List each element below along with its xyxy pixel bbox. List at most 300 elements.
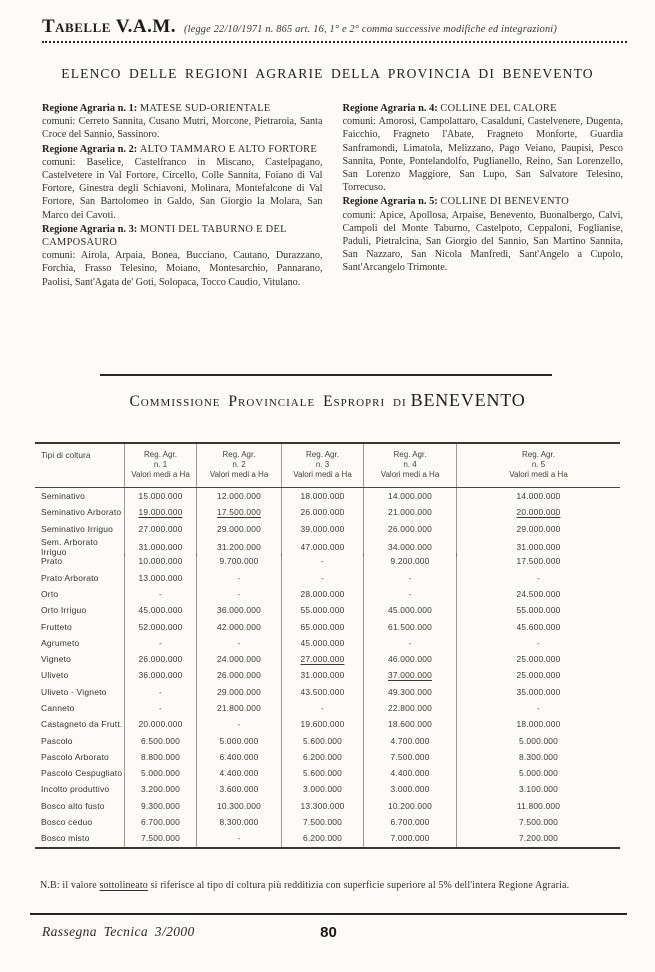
value-text: 20.000.000 [138, 719, 183, 730]
column-header-reg-agr-4 [363, 444, 456, 487]
row-label-cell: Orto [41, 588, 59, 599]
value-text: - [321, 572, 324, 583]
value-text: 7.200.000 [518, 833, 559, 844]
value-cell [456, 569, 620, 585]
row-label-cell: Pascolo Cespugliato [41, 768, 123, 779]
region-label: Regione Agraria n. 5: [342, 196, 441, 208]
row-label-cell: Prato [41, 556, 63, 567]
value-cell [456, 749, 620, 765]
header-line3: Valori medi a Ha [380, 470, 440, 479]
row-label-cell: Bosco ceduo [41, 817, 93, 828]
value-cell [124, 814, 196, 830]
value-text: 27.000.000 [138, 523, 183, 534]
commission-title-prefix: Commissione Provinciale Espropri di [129, 393, 407, 410]
row-label-cell: Vigneto [41, 654, 72, 665]
value-cell [456, 716, 620, 732]
value-cell [196, 749, 281, 765]
document-subtitle: (legge 22/10/1971 n. 865 art. 16, 1° e 2° comma successive modifiche ed integrazioni) [184, 24, 557, 35]
value-cell [363, 651, 456, 667]
value-text: 24.000.000 [217, 654, 261, 665]
value-text: 7.000.000 [390, 833, 430, 844]
region-name: ALTO TAMMARO E ALTO FORTORE [139, 143, 318, 155]
value-cell [363, 798, 456, 814]
region-name: COLLINE DEL CALORE [440, 103, 557, 114]
nb-footnote-prefix: N.B: il valore [40, 880, 100, 891]
page-number: 80 [320, 924, 337, 941]
document-title: Tabelle V.A.M. [42, 16, 176, 37]
header-line1: Reg. Agr. [522, 450, 555, 459]
value-text: 29.000.000 [516, 523, 561, 534]
value-text: 18.600.000 [388, 719, 432, 730]
value-text: 6.400.000 [219, 751, 259, 762]
table-row [35, 651, 620, 667]
nb-footnote-suffix: si riferisce al tipo di coltura più redditizia con superficie superiore al 5% dell'intera Regione Agraria. [147, 880, 570, 891]
value-cell [456, 618, 620, 634]
region-block [42, 102, 323, 142]
value-cell [196, 781, 281, 797]
value-text: 6.700.000 [140, 817, 181, 828]
value-cell [124, 651, 196, 667]
header-line2: n. 5 [531, 460, 546, 469]
region-label: Regione Agraria n. 3: [42, 223, 140, 235]
row-label-cell: Seminativo [41, 491, 86, 502]
region-label: Regione Agraria n. 1: [42, 103, 140, 114]
value-cell [363, 749, 456, 765]
value-text: - [537, 637, 540, 648]
value-cell [363, 732, 456, 748]
value-text: - [159, 637, 162, 648]
horizontal-divider [100, 374, 552, 376]
value-cell [363, 700, 456, 716]
value-cell [124, 504, 196, 520]
value-text: - [537, 703, 540, 713]
table-row [35, 684, 620, 700]
region-block [42, 223, 323, 289]
value-text: 31.000.000 [138, 541, 183, 552]
value-cell [124, 618, 196, 634]
commission-title [0, 390, 655, 411]
value-cell [196, 667, 281, 683]
row-label-cell: Sem. Arborato Irriguo [41, 536, 98, 557]
table-header-cells [35, 444, 620, 487]
value-cell [363, 716, 456, 732]
regions-left-column [42, 102, 323, 290]
value-cell [124, 667, 196, 683]
value-text: 9.700.000 [219, 556, 259, 567]
value-text: 46.000.000 [388, 654, 432, 665]
table-row [35, 749, 620, 765]
column-header-reg-agr-1 [124, 444, 196, 487]
value-cell [363, 765, 456, 781]
row-label-cell: Orto Irriguo [41, 605, 87, 616]
value-text: 6.700.000 [390, 817, 430, 828]
value-cell [281, 667, 363, 683]
value-cell [363, 521, 456, 537]
value-text: 13.000.000 [138, 572, 183, 583]
value-text: 39.000.000 [300, 523, 345, 534]
value-cell [363, 667, 456, 683]
table-row [35, 798, 620, 814]
header-line1: Reg. Agr. [306, 450, 339, 459]
value-text: 5.600.000 [302, 768, 343, 779]
value-cell [281, 586, 363, 602]
value-text: 34.000.000 [388, 541, 432, 552]
table-row [35, 781, 620, 797]
value-cell [281, 488, 363, 504]
value-text: 9.300.000 [140, 800, 181, 811]
value-text: 5.600.000 [302, 735, 343, 746]
value-text: 35.000.000 [516, 686, 561, 697]
value-cell [124, 602, 196, 618]
table-row [35, 488, 620, 504]
value-cell [456, 700, 620, 716]
value-cell [196, 798, 281, 814]
table-row [35, 830, 620, 846]
value-cell [196, 569, 281, 585]
region-block [343, 195, 624, 274]
table-header-row [35, 444, 620, 488]
value-cell [281, 765, 363, 781]
table-row [35, 732, 620, 748]
row-label-cell: Uliveto - Vigneto [41, 686, 107, 697]
value-cell [196, 553, 281, 569]
value-cell [281, 569, 363, 585]
value-text: 20.000.000 [516, 507, 561, 518]
value-cell [124, 586, 196, 602]
table-row [35, 553, 620, 569]
table-row [35, 521, 620, 537]
table-row [35, 536, 620, 557]
value-cell [456, 814, 620, 830]
value-cell [456, 830, 620, 846]
value-cell [124, 716, 196, 732]
value-text: 10.000.000 [138, 556, 183, 567]
region-block [42, 143, 323, 222]
value-text: 36.000.000 [138, 670, 183, 681]
value-text: 29.000.000 [217, 686, 261, 697]
row-label-cell: Pascolo Arborato [41, 751, 109, 762]
value-cell [124, 765, 196, 781]
region-label: Regione Agraria n. 4: [342, 103, 441, 114]
value-cell [124, 781, 196, 797]
value-cell [456, 521, 620, 537]
value-text: - [159, 588, 162, 599]
value-text: 6.200.000 [302, 751, 343, 762]
row-label-cell: Agrumeto [41, 637, 80, 648]
value-text: 8.800.000 [140, 751, 181, 762]
value-text: 26.000.000 [388, 523, 432, 534]
region-heading [343, 195, 624, 208]
region-block [343, 102, 624, 194]
value-cell [196, 814, 281, 830]
value-cell [281, 700, 363, 716]
value-text: 25.000.000 [516, 670, 561, 681]
value-text: 36.000.000 [217, 605, 261, 616]
value-cell [363, 553, 456, 569]
value-text: 7.500.000 [140, 833, 181, 844]
table-body [35, 488, 620, 847]
value-cell [124, 830, 196, 846]
region-comuni-list: comuni: Amorosi, Campolattaro, Casalduni, Castelvenere, Dugenta, Faicchio, Fragneto l'Abate, Fragneto Monforte, Guardia Sanframondi, Limatola, Melizzano, Pago Veiano, Paupisi, Pesco Sannita, Ponte, Pontelandolfo, Puglianello, Reino, San Lorenzello, San Lorenzo Maggiore, San Lupo, San Salvatore Telesino, Torrecuso. [342, 116, 623, 194]
value-cell [196, 716, 281, 732]
value-text: 45.000.000 [138, 605, 183, 616]
value-text: 5.000.000 [518, 768, 559, 779]
region-comuni-list: comuni: Cerreto Sannita, Cusano Mutri, Morcone, Pietraroia, Santa Croce del Sannio, Sassinoro. [42, 116, 323, 141]
value-text: - [237, 588, 241, 599]
value-text: 17.500.000 [217, 507, 261, 518]
table-row [35, 586, 620, 602]
value-text: 26.000.000 [217, 670, 261, 681]
table-row [35, 635, 620, 651]
header-line1: Reg. Agr. [144, 450, 177, 459]
value-text: 22.800.000 [388, 703, 432, 713]
value-text: 42.000.000 [217, 621, 261, 632]
header-line1: Reg. Agr. [393, 450, 427, 459]
region-comuni-list: comuni: Baselice, Castelfranco in Miscano, Castelpagano, Castelvetere in Val Fortore, Circello, Colle Sannita, Foiano di Val Fortore, Ginestra degli Schiavoni, Molinara, Montefalcone di Val Fortore, San Bartolomeo in Galdo, San Giorgio la Molara, San Marco dei Cavoti. [42, 156, 323, 221]
value-cell [363, 586, 456, 602]
value-text: 7.500.000 [518, 817, 559, 828]
value-cell [124, 635, 196, 651]
row-label-cell: Pascolo [41, 735, 73, 746]
value-text: 4.700.000 [390, 735, 430, 746]
commission-title-city: BENEVENTO [410, 390, 526, 410]
value-text: - [408, 637, 412, 648]
header-line3: Valori medi a Ha [509, 470, 568, 479]
value-text: - [237, 719, 241, 730]
region-name: COLLINE DI BENEVENTO [440, 196, 570, 208]
section-title-elenco: ELENCO DELLE REGIONI AGRARIE DELLA PROVINCIA DI BENEVENTO [61, 66, 594, 81]
column-header-reg-agr-2 [196, 444, 281, 487]
region-heading [343, 102, 624, 115]
value-text: - [159, 703, 162, 713]
value-cell [196, 602, 281, 618]
header-line2: n. 1 [153, 460, 168, 469]
table-row [35, 814, 620, 830]
value-text: 31.000.000 [300, 670, 345, 681]
value-text: 61.500.000 [388, 621, 432, 632]
value-text: 45.600.000 [516, 621, 561, 632]
row-label-cell: Seminativo Arborato [41, 507, 122, 518]
value-cell [281, 781, 363, 797]
value-cell [196, 765, 281, 781]
value-cell [363, 635, 456, 651]
region-comuni-list: comuni: Airola, Arpaia, Bonea, Bucciano, Cautano, Durazzano, Forchia, Frasso Telesino, Moiano, Montesarchio, Pannarano, Paolisi, Sant'Agata de' Goti, Solopaca, Tocco Caudio, Vitulano. [42, 250, 323, 288]
value-text: 37.000.000 [388, 670, 432, 681]
value-text: 7.500.000 [390, 751, 430, 762]
value-cell [363, 602, 456, 618]
value-text: 45.000.000 [300, 637, 345, 648]
value-cell [196, 830, 281, 846]
value-cell [456, 765, 620, 781]
value-cell [124, 521, 196, 537]
value-text: 14.000.000 [388, 491, 432, 502]
value-text: 3.600.000 [219, 784, 259, 795]
value-cell [196, 651, 281, 667]
value-text: 10.300.000 [217, 800, 261, 811]
value-cell [281, 814, 363, 830]
nb-footnote [40, 880, 627, 891]
value-text: 25.000.000 [516, 654, 561, 665]
value-text: - [237, 572, 241, 583]
header-line2: n. 4 [403, 460, 417, 469]
value-cell [456, 504, 620, 520]
value-cell [456, 586, 620, 602]
value-cell [124, 488, 196, 504]
region-heading [42, 223, 323, 249]
value-cell [281, 651, 363, 667]
row-label-cell: Prato Arborato [41, 572, 99, 583]
value-text: 29.000.000 [217, 523, 261, 534]
region-comuni-list: comuni: Apice, Apollosa, Arpaise, Benevento, Buonalbergo, Calvi, Campoli del Monte Taburno, Castelpoto, Ceppaloni, Foglianise, Paduli, Pietralcina, San Giorgio del Sannio, San Martino Sannita, San Nazzaro, San Nicola Manfredi, Sant'Angelo a Cupolo, Sant'Arcangelo Trimonte. [342, 209, 623, 274]
region-heading [42, 102, 323, 115]
value-text: - [159, 686, 162, 697]
value-cell [196, 732, 281, 748]
value-cell [456, 635, 620, 651]
value-text: 21.800.000 [217, 703, 261, 713]
column-header-tipi-di-coltura: Tipi di coltura [41, 450, 91, 460]
header-line2: n. 2 [232, 460, 246, 469]
value-text: 4.400.000 [219, 768, 259, 779]
value-text: 5.000.000 [518, 735, 559, 746]
value-cell [281, 602, 363, 618]
value-text: 31.000.000 [516, 541, 561, 552]
value-cell [124, 798, 196, 814]
value-cell [363, 569, 456, 585]
value-cell [456, 684, 620, 700]
region-label: Regione Agraria n. 2: [42, 143, 140, 155]
value-cell [196, 684, 281, 700]
value-cell [124, 732, 196, 748]
value-cell [281, 618, 363, 634]
value-text: 49.300.000 [388, 686, 432, 697]
value-text: 18.000.000 [300, 491, 345, 502]
value-cell [124, 569, 196, 585]
value-text: 13.300.000 [300, 800, 345, 811]
table-row [35, 504, 620, 520]
table-row [35, 569, 620, 585]
value-cell [124, 684, 196, 700]
region-name: MATESE SUD-ORIENTALE [139, 103, 271, 114]
value-cell [281, 798, 363, 814]
dotted-divider [42, 41, 627, 43]
value-cell [456, 488, 620, 504]
value-cell [281, 749, 363, 765]
value-text: - [237, 833, 241, 844]
value-text: - [408, 588, 412, 599]
table-row [35, 602, 620, 618]
value-text: 19.000.000 [138, 507, 183, 518]
header-line3: Valori medi a Ha [209, 470, 269, 479]
value-text: 55.000.000 [300, 605, 345, 616]
value-text: 43.500.000 [300, 686, 345, 697]
row-label-cell: Frutteto [41, 621, 72, 632]
page-footer [30, 913, 627, 941]
value-cell [124, 749, 196, 765]
value-text: 6.500.000 [140, 735, 181, 746]
value-cell [196, 521, 281, 537]
value-text: 3.000.000 [302, 784, 343, 795]
value-text: 8.300.000 [219, 817, 259, 828]
value-text: 10.200.000 [388, 800, 432, 811]
row-label-cell: Bosco alto fusto [41, 800, 105, 811]
value-cell [456, 781, 620, 797]
value-text: 26.000.000 [138, 654, 183, 665]
header-line2: n. 3 [315, 460, 330, 469]
value-text: - [537, 572, 540, 583]
header-line1: Reg. Agr. [222, 450, 256, 459]
table-row [35, 765, 620, 781]
value-text: 15.000.000 [138, 491, 183, 502]
value-cell [281, 684, 363, 700]
value-text: 18.000.000 [516, 719, 561, 730]
header-line3: Valori medi a Ha [131, 470, 190, 479]
value-text: 14.000.000 [516, 491, 561, 502]
value-text: 28.000.000 [300, 588, 345, 599]
table-row [35, 716, 620, 732]
value-cell [281, 553, 363, 569]
value-cell [196, 635, 281, 651]
value-text: 4.400.000 [390, 768, 430, 779]
value-cell [196, 618, 281, 634]
row-label-cell: Bosco misto [41, 833, 90, 844]
row-label-cell: Seminativo Irriguo [41, 523, 114, 534]
column-header-reg-agr-5 [456, 444, 620, 487]
value-cell [363, 504, 456, 520]
regions-right-column [343, 102, 624, 290]
value-cell [196, 700, 281, 716]
row-label-cell: Canneto [41, 703, 75, 713]
value-text: 8.300.000 [518, 751, 559, 762]
value-cell [456, 651, 620, 667]
row-label-cell: Castagneto da Frutt. [41, 719, 123, 730]
value-text: 12.000.000 [217, 491, 261, 502]
value-text: 5.000.000 [219, 735, 259, 746]
value-text: 3.000.000 [390, 784, 430, 795]
value-text: 19.600.000 [300, 719, 345, 730]
value-text: 65.000.000 [300, 621, 345, 632]
table-row [35, 618, 620, 634]
value-cell [281, 830, 363, 846]
value-cell [456, 602, 620, 618]
region-name: MONTI DEL TABURNO E DEL CAMPOSAURO [42, 223, 287, 249]
masthead [42, 16, 627, 43]
value-cell [196, 488, 281, 504]
table-row [35, 700, 620, 716]
value-text: - [408, 572, 412, 583]
value-cell [281, 521, 363, 537]
value-cell [124, 700, 196, 716]
value-text: 27.000.000 [300, 654, 345, 665]
value-cell [281, 732, 363, 748]
value-text: 6.200.000 [302, 833, 343, 844]
value-text: - [321, 703, 324, 713]
value-text: 11.800.000 [516, 800, 561, 811]
value-text: - [321, 556, 324, 567]
nb-footnote-underlined-word: sottolineato [99, 880, 148, 891]
value-cell [456, 798, 620, 814]
value-cell [363, 781, 456, 797]
value-cell [456, 553, 620, 569]
value-text: 55.000.000 [516, 605, 561, 616]
row-label-cell: Incolto produttivo [41, 784, 110, 795]
value-cell [281, 716, 363, 732]
value-text: 52.000.000 [138, 621, 183, 632]
column-header-reg-agr-3 [281, 444, 363, 487]
header-line3: Valori medi a Ha [293, 470, 352, 479]
value-cell [456, 667, 620, 683]
vam-values-table [35, 442, 620, 849]
value-text: 24.500.000 [516, 588, 561, 599]
